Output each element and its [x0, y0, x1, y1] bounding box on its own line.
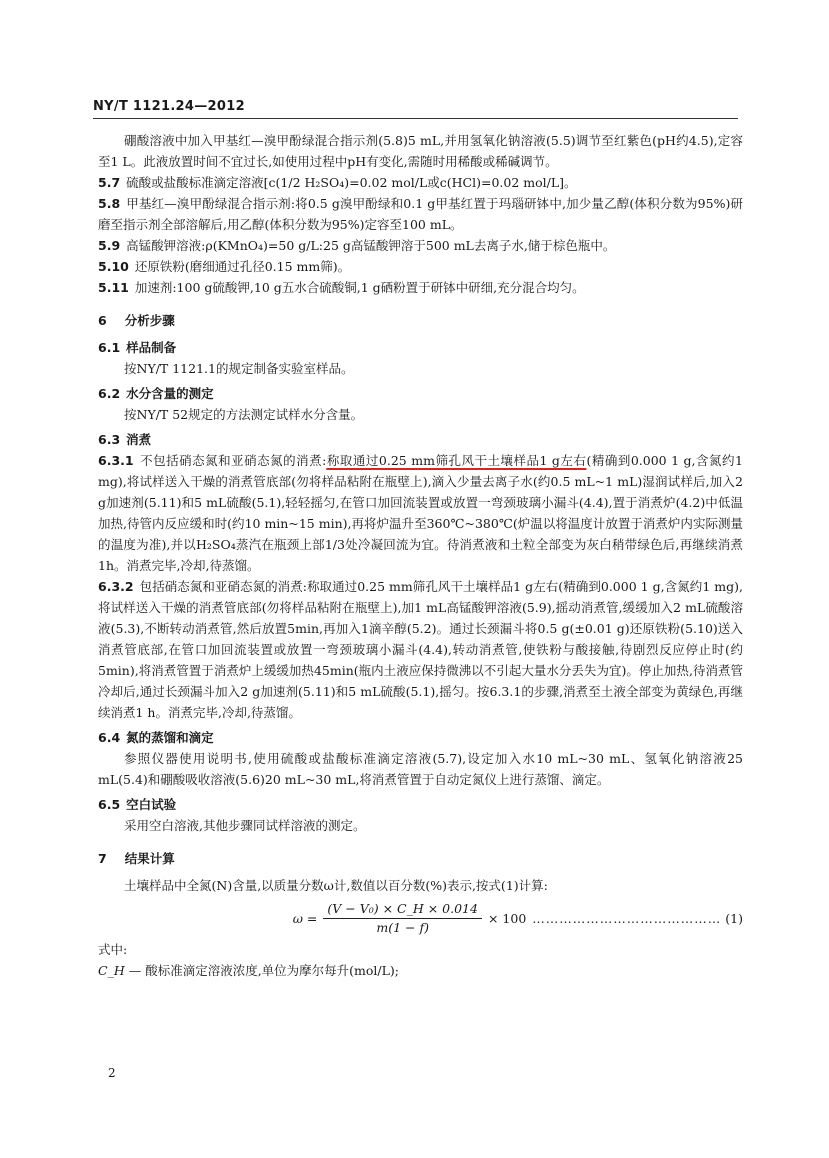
page-number: 2 [108, 1066, 116, 1080]
clause-text-after: (精确到0.000 1 g,含氮约1 mg),将试样送入干燥的消煮管底部(勿将样品粘附在瓶壁上),滴入少量去离子水(约0.5 mL~1 mL)湿润试样后,加入2 g加速剂(5.11)和5 mL硫酸(5.1),轻轻摇匀,在管口加回流装置或放置一弯颈玻璃小漏斗(4.4),置于消煮炉(4.2)中低温加热,待管内反应缓和时(约10 min~15 min),再将炉温升至360℃~380℃(炉温以将温度计放置于消煮炉内实际测量的温度为准),并以H₂SO₄蒸汽在瓶颈上部1/3处冷凝回流为宜。待消煮液和土粒全部变为灰白稍带绿色后,再继续消煮1h。消煮完毕,冷却,待蒸馏。 [98, 453, 743, 573]
where-label: 式中: [98, 942, 128, 957]
equation-number: (1) [725, 911, 743, 926]
body-paragraph [98, 130, 743, 172]
clause-number: 6 [98, 313, 107, 328]
where-item [98, 960, 743, 981]
section-5-and-6-intro [98, 130, 743, 450]
clause-text: 甲基红—溴甲酚绿混合指示剂:将0.5 g溴甲酚绿和0.1 g甲基红置于玛瑙研钵中,加少量乙醇(体积分数为95%)研磨至指示剂全部溶解后,用乙醇(体积分数为95%)定容至100 mL。 [98, 196, 743, 232]
standard-code-header: NY/T 1121.24—2012 [93, 99, 245, 114]
formula-1 [98, 900, 743, 937]
clause-number: 6.4 [98, 730, 121, 745]
clause-number: 7 [98, 851, 107, 866]
clause-number: 5.7 [98, 175, 121, 190]
clause-text: 包括硝态氮和亚硝态氮的消煮:称取通过0.25 mm筛孔风干土壤样品1 g左右(精确到0.000 1 g,含氮约1 mg),将试样送入干燥的消煮管底部(勿将样品粘附在瓶壁上),加1 mL高锰酸钾溶液(5.9),摇动消煮管,缓缓加入2 mL硫酸溶液(5.3),不断转动消煮管,然后放置5min,再加入1滴辛醇(5.2)。通过长颈漏斗将0.5 g(±0.01 g)还原铁粉(5.10)送入消煮管底部,在管口加回流装置或放置一弯颈玻璃小漏斗(4.4),转动消煮管,使铁粉与酸接触,待剧烈反应停止时(约5min),将消煮管置于消煮炉上缓缓加热45min(瓶内土液应保持微沸以不引起大量水分丢失为宜)。停止加热,待消煮管冷却后,通过长颈漏斗加入2 g加速剂(5.11)和5 mL硫酸(5.1),摇匀。按6.3.1的步骤,消煮至土液全部变为黄绿色,再继续消煮1 h。消煮完毕,冷却,待蒸馏。 [98, 579, 743, 720]
body-paragraph [98, 748, 743, 790]
clause-text: 硫酸或盐酸标准滴定溶液[c(1/2 H₂SO₄)=0.02 mol/L或c(HCl)=0.02 mol/L]。 [126, 175, 577, 190]
clause-text: 土壤样品中全氮(N)含量,以质量分数ω计,数值以百分数(%)表示,按式(1)计算: [124, 878, 548, 893]
subsection-heading [98, 383, 743, 404]
clause-text: 高锰酸钾溶液:ρ(KMnO₄)=50 g/L:25 g高锰酸钾溶于500 mL去离子水,储于棕色瓶中。 [126, 238, 616, 253]
subsection-heading [98, 794, 743, 815]
subsection-heading [98, 337, 743, 358]
clause-text: 参照仪器使用说明书,使用硫酸或盐酸标准滴定溶液(5.7),设定加入水10 mL~30 mL、氢氧化钠溶液25 mL(5.4)和硼酸吸收溶液(5.6)20 mL~30 mL,将消煮管置于自动定氮仪上进行蒸馏、滴定。 [98, 751, 743, 787]
where-text: 酸标准滴定溶液浓度,单位为摩尔每升(mol/L); [145, 963, 400, 978]
clause-number: 6.3.2 [98, 579, 134, 594]
clause-number: 6.3 [98, 432, 121, 447]
clause-text-before: 不包括硝态氮和亚硝态氮的消煮: [139, 453, 327, 468]
body-paragraph [98, 815, 743, 836]
body-paragraph [98, 875, 743, 896]
clause-number: 5.8 [98, 196, 121, 211]
clause-text: 还原铁粉(磨细通过孔径0.15 mm筛)。 [134, 259, 351, 274]
highlighted-text: 称取通过0.25 mm筛孔风干土壤样品1 g左右 [326, 453, 587, 468]
clause-number: 6.3.1 [98, 453, 134, 468]
subsection-heading [98, 429, 743, 450]
clause-number: 6.5 [98, 797, 121, 812]
numbered-clause [98, 193, 743, 235]
section-heading [98, 848, 743, 869]
clause-text: 按NY/T 52规定的方法测定试样水分含量。 [124, 407, 364, 422]
clause-text: 氮的蒸馏和滴定 [126, 730, 214, 745]
subsection-heading [98, 727, 743, 748]
formula-denominator: m(1 − f) [376, 920, 429, 935]
formula-tail: × 100 [487, 911, 527, 926]
numbered-clause [98, 277, 743, 298]
numbered-clause [98, 235, 743, 256]
numbered-clause [98, 256, 743, 277]
formula-lhs: ω = [292, 911, 318, 926]
clause-text: 硼酸溶液中加入甲基红—溴甲酚绿混合指示剂(5.8)5 mL,并用氢氧化钠溶液(5.5)调节至红紫色(pH约4.5),定容至1 L。此液放置时间不宜过长,如使用过程中pH有变化,需随时用稀酸或稀碱调节。 [98, 133, 743, 169]
clause-number: 6.1 [98, 340, 121, 355]
formula-fraction [323, 900, 482, 937]
section-6-3-2-to-7 [98, 576, 743, 896]
where-symbol: C_H — [98, 963, 142, 978]
formula-numerator: (V − V₀) × C_H × 0.014 [323, 900, 482, 919]
numbered-clause [98, 172, 743, 193]
section-heading [98, 310, 743, 331]
header-divider [93, 118, 738, 119]
clause-text: 空白试验 [126, 797, 177, 812]
clause-text: 采用空白溶液,其他步骤同试样溶液的测定。 [124, 818, 366, 833]
clause-text: 加速剂:100 g硫酸钾,10 g五水合硫酸铜,1 g硒粉置于研钵中研细,充分混合均匀。 [134, 280, 585, 295]
clause-text: 消煮 [126, 432, 152, 447]
clause-text: 水分含量的测定 [126, 386, 214, 401]
document-body [98, 130, 743, 981]
clause-number: 5.10 [98, 259, 129, 274]
clause-number: 5.9 [98, 238, 121, 253]
clause-text: 样品制备 [126, 340, 177, 355]
clause-number: 6.2 [98, 386, 121, 401]
body-paragraph [98, 404, 743, 425]
body-paragraph [98, 358, 743, 379]
numbered-clause [98, 576, 743, 723]
clause-text: 结果计算 [124, 851, 175, 866]
paragraph-6-3-1 [98, 450, 743, 576]
clause-text: 分析步骤 [124, 313, 175, 328]
clause-number: 5.11 [98, 280, 129, 295]
formula-leader-dots: …………………………………… [532, 911, 722, 926]
clause-text: 按NY/T 1121.1的规定制备实验室样品。 [124, 361, 354, 376]
